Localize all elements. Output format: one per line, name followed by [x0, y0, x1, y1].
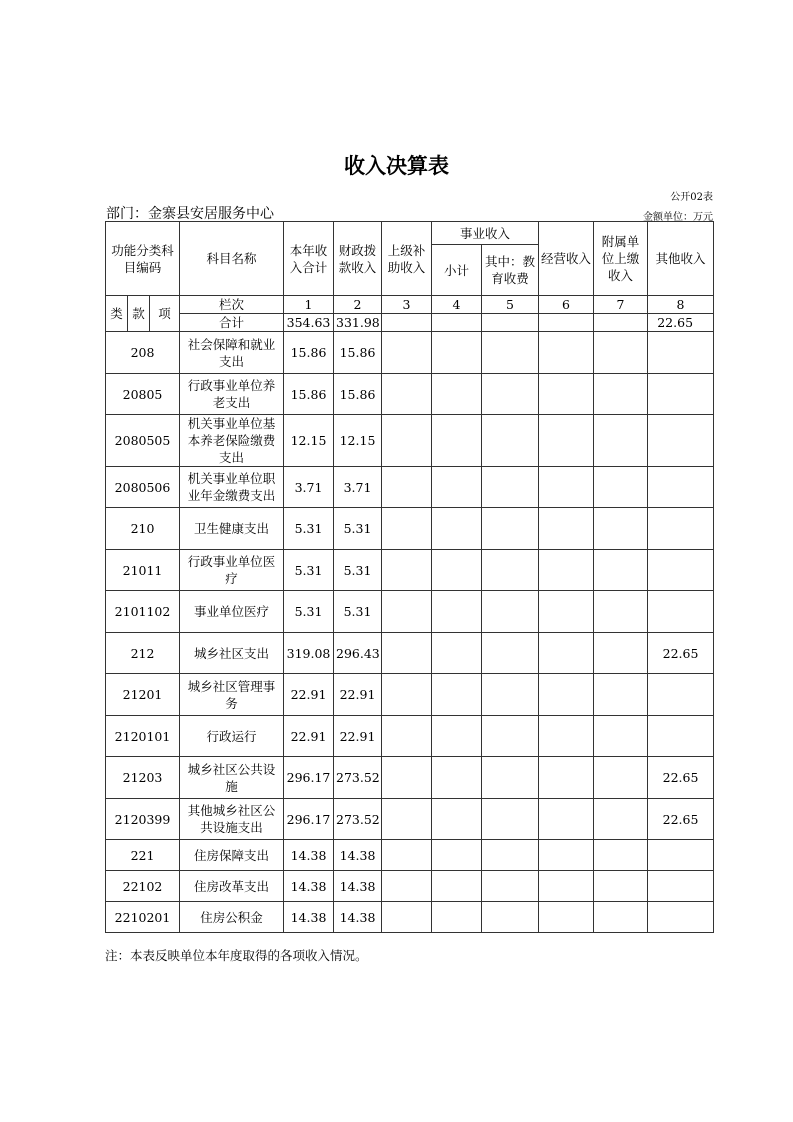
total-value: 22.65 [648, 314, 714, 332]
subject-code: 212 [106, 633, 180, 674]
amount-cell [432, 374, 482, 415]
subject-name: 事业单位医疗 [180, 591, 284, 633]
header-lei: 类 [106, 296, 128, 332]
header-other: 其他收入 [648, 222, 714, 296]
table-row [106, 871, 714, 902]
total-value: 354.63 [284, 314, 334, 332]
amount-cell [482, 902, 539, 933]
amount-cell [382, 467, 432, 508]
subject-code: 208 [106, 332, 180, 374]
subject-name: 行政运行 [180, 716, 284, 757]
amount-cell: 14.38 [334, 902, 382, 933]
amount-cell: 22.65 [648, 757, 714, 799]
col-number: 5 [482, 296, 539, 314]
table-row [106, 757, 714, 799]
amount-cell [382, 508, 432, 550]
amount-cell: 319.08 [284, 633, 334, 674]
amount-cell [648, 467, 714, 508]
subject-code: 22102 [106, 871, 180, 902]
form-number: 公开02表 [670, 192, 713, 203]
amount-cell: 5.31 [284, 591, 334, 633]
amount-cell [539, 840, 594, 871]
subject-name: 行政事业单位医疗 [180, 550, 284, 591]
amount-cell: 14.38 [334, 840, 382, 871]
amount-cell [594, 716, 648, 757]
income-table [105, 221, 714, 933]
amount-cell [539, 757, 594, 799]
col-number: 4 [432, 296, 482, 314]
table-row [106, 633, 714, 674]
header-business: 事业收入 [432, 222, 539, 245]
amount-cell [594, 508, 648, 550]
amount-cell [539, 716, 594, 757]
amount-cell: 14.38 [284, 871, 334, 902]
table-row [106, 508, 714, 550]
header-lanci: 栏次 [180, 296, 284, 314]
department-label: 部门：金寨县安居服务中心 [106, 206, 274, 222]
amount-cell [539, 674, 594, 716]
amount-cell [648, 902, 714, 933]
subject-name: 社会保障和就业支出 [180, 332, 284, 374]
amount-cell [539, 902, 594, 933]
amount-cell [432, 799, 482, 840]
amount-cell [539, 871, 594, 902]
amount-cell: 15.86 [284, 374, 334, 415]
amount-cell: 22.91 [284, 716, 334, 757]
amount-cell [482, 674, 539, 716]
amount-cell [648, 716, 714, 757]
amount-cell [539, 467, 594, 508]
amount-cell: 296.17 [284, 757, 334, 799]
col-number: 2 [334, 296, 382, 314]
header-kuan: 款 [128, 296, 150, 332]
amount-cell [594, 840, 648, 871]
total-value [382, 314, 432, 332]
amount-cell [432, 415, 482, 467]
amount-cell: 273.52 [334, 757, 382, 799]
subject-code: 2120101 [106, 716, 180, 757]
amount-cell [594, 332, 648, 374]
amount-cell: 22.65 [648, 633, 714, 674]
amount-cell [482, 467, 539, 508]
header-xiang: 项 [150, 296, 180, 332]
amount-cell [382, 550, 432, 591]
amount-cell: 15.86 [334, 374, 382, 415]
amount-cell [382, 840, 432, 871]
subject-name: 住房公积金 [180, 902, 284, 933]
amount-cell [382, 332, 432, 374]
footnote: 注：本表反映单位本年度取得的各项收入情况。 [105, 948, 368, 963]
amount-cell: 14.38 [284, 902, 334, 933]
subject-name: 住房改革支出 [180, 871, 284, 902]
table-row [106, 840, 714, 871]
amount-cell [432, 633, 482, 674]
amount-cell: 12.15 [284, 415, 334, 467]
subject-name: 行政事业单位养老支出 [180, 374, 284, 415]
table-row [106, 332, 714, 374]
subject-code: 21201 [106, 674, 180, 716]
amount-cell [482, 332, 539, 374]
header-fiscal: 财政拨款收入 [334, 222, 382, 296]
amount-cell [648, 674, 714, 716]
total-value [432, 314, 482, 332]
amount-cell [432, 674, 482, 716]
amount-cell [382, 591, 432, 633]
table-row [106, 902, 714, 933]
subject-code: 21011 [106, 550, 180, 591]
amount-cell: 12.15 [334, 415, 382, 467]
amount-cell: 296.43 [334, 633, 382, 674]
table-row [106, 716, 714, 757]
table-row [106, 550, 714, 591]
amount-cell [482, 716, 539, 757]
amount-cell: 22.91 [334, 716, 382, 757]
subject-code: 2101102 [106, 591, 180, 633]
amount-cell [432, 902, 482, 933]
amount-cell [482, 757, 539, 799]
header-operating: 经营收入 [539, 222, 594, 296]
report-title: 收入决算表 [344, 154, 449, 178]
col-number: 8 [648, 296, 714, 314]
amount-cell [382, 374, 432, 415]
amount-cell: 22.91 [334, 674, 382, 716]
amount-cell [482, 840, 539, 871]
amount-cell [539, 332, 594, 374]
amount-cell [594, 674, 648, 716]
table-row [106, 674, 714, 716]
amount-cell [648, 840, 714, 871]
amount-cell: 3.71 [334, 467, 382, 508]
table-row [106, 374, 714, 415]
subject-code: 221 [106, 840, 180, 871]
total-value [482, 314, 539, 332]
amount-cell: 273.52 [334, 799, 382, 840]
header-affiliated: 附属单位上缴收入 [594, 222, 648, 296]
amount-cell [382, 902, 432, 933]
table-row [106, 467, 714, 508]
subject-code: 210 [106, 508, 180, 550]
amount-cell: 15.86 [334, 332, 382, 374]
total-value [539, 314, 594, 332]
amount-cell [594, 871, 648, 902]
amount-cell [648, 415, 714, 467]
amount-cell [648, 332, 714, 374]
amount-cell [594, 902, 648, 933]
amount-cell [382, 674, 432, 716]
subject-name: 城乡社区管理事务 [180, 674, 284, 716]
amount-cell [482, 799, 539, 840]
col-number: 1 [284, 296, 334, 314]
amount-cell [482, 871, 539, 902]
header-name: 科目名称 [180, 222, 284, 296]
col-number: 7 [594, 296, 648, 314]
amount-cell [382, 716, 432, 757]
subject-code: 2080506 [106, 467, 180, 508]
amount-cell [432, 716, 482, 757]
amount-cell: 5.31 [284, 508, 334, 550]
table-row [106, 799, 714, 840]
amount-cell [482, 550, 539, 591]
header-education: 其中：教育收费 [482, 245, 539, 296]
subject-code: 21203 [106, 757, 180, 799]
amount-cell [594, 757, 648, 799]
amount-cell [539, 508, 594, 550]
amount-cell: 22.91 [284, 674, 334, 716]
amount-cell [648, 591, 714, 633]
subject-code: 2120399 [106, 799, 180, 840]
amount-cell: 5.31 [334, 591, 382, 633]
amount-cell [594, 591, 648, 633]
total-value [594, 314, 648, 332]
header-total: 本年收入合计 [284, 222, 334, 296]
amount-cell [382, 799, 432, 840]
amount-cell [382, 757, 432, 799]
amount-cell: 5.31 [284, 550, 334, 591]
amount-cell [539, 374, 594, 415]
amount-cell: 15.86 [284, 332, 334, 374]
amount-cell [432, 840, 482, 871]
amount-cell: 5.31 [334, 550, 382, 591]
amount-cell [482, 508, 539, 550]
subject-code: 2080505 [106, 415, 180, 467]
header-superior: 上级补助收入 [382, 222, 432, 296]
col-number: 3 [382, 296, 432, 314]
amount-cell [432, 757, 482, 799]
amount-cell: 5.31 [334, 508, 382, 550]
subject-name: 城乡社区支出 [180, 633, 284, 674]
amount-cell [648, 508, 714, 550]
amount-cell [539, 591, 594, 633]
amount-cell [432, 591, 482, 633]
amount-cell: 14.38 [334, 871, 382, 902]
subject-name: 机关事业单位基本养老保险缴费支出 [180, 415, 284, 467]
amount-cell: 22.65 [648, 799, 714, 840]
amount-cell [648, 871, 714, 902]
amount-cell [432, 508, 482, 550]
amount-cell [648, 550, 714, 591]
amount-cell [594, 374, 648, 415]
subject-name: 城乡社区公共设施 [180, 757, 284, 799]
amount-cell [382, 633, 432, 674]
amount-cell [432, 332, 482, 374]
amount-cell [539, 799, 594, 840]
amount-cell [432, 467, 482, 508]
amount-cell [432, 550, 482, 591]
col-number: 6 [539, 296, 594, 314]
amount-cell [382, 871, 432, 902]
total-label: 合计 [180, 314, 284, 332]
subject-name: 机关事业单位职业年金缴费支出 [180, 467, 284, 508]
header-code: 功能分类科目编码 [106, 222, 180, 296]
amount-unit: 金额单位：万元 [643, 212, 713, 223]
amount-cell [482, 591, 539, 633]
subject-name: 其他城乡社区公共设施支出 [180, 799, 284, 840]
amount-cell [482, 374, 539, 415]
total-value: 331.98 [334, 314, 382, 332]
amount-cell [382, 415, 432, 467]
amount-cell [648, 374, 714, 415]
amount-cell [482, 633, 539, 674]
table-row [106, 415, 714, 467]
amount-cell [539, 550, 594, 591]
subject-code: 20805 [106, 374, 180, 415]
amount-cell [594, 550, 648, 591]
amount-cell: 296.17 [284, 799, 334, 840]
amount-cell [594, 467, 648, 508]
amount-cell [482, 415, 539, 467]
subject-name: 住房保障支出 [180, 840, 284, 871]
subject-code: 2210201 [106, 902, 180, 933]
amount-cell [539, 633, 594, 674]
amount-cell: 3.71 [284, 467, 334, 508]
amount-cell [594, 633, 648, 674]
header-subtotal: 小计 [432, 245, 482, 296]
amount-cell [594, 415, 648, 467]
amount-cell [539, 415, 594, 467]
table-row [106, 591, 714, 633]
subject-name: 卫生健康支出 [180, 508, 284, 550]
amount-cell: 14.38 [284, 840, 334, 871]
amount-cell [432, 871, 482, 902]
amount-cell [594, 799, 648, 840]
